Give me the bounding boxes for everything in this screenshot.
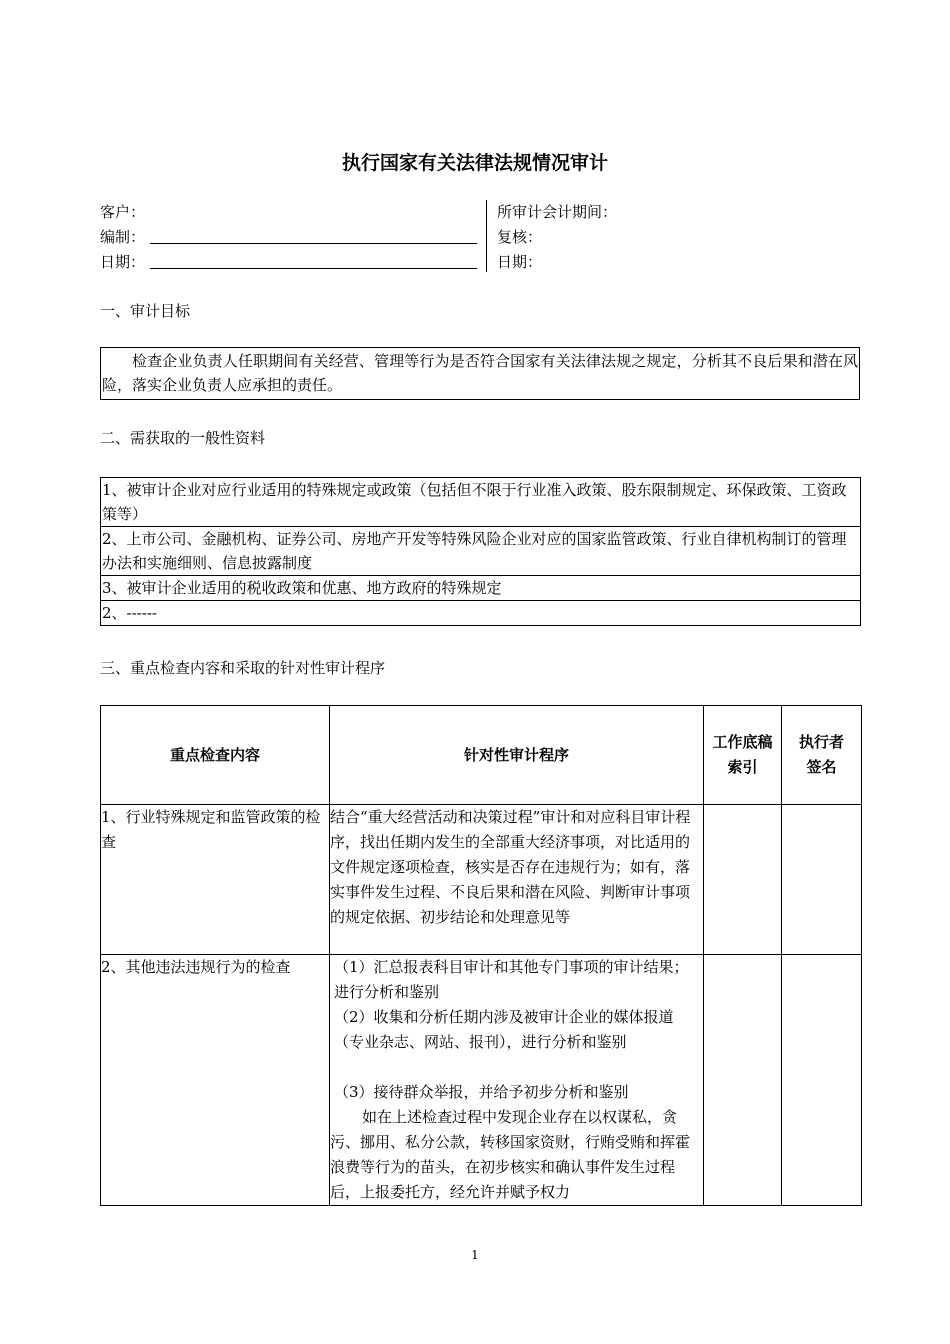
procedure-step: （1）汇总报表科目审计和其他专门事项的审计结果；进行分析和鉴别	[334, 958, 689, 1001]
workpaper-index-cell	[704, 955, 782, 1206]
section-2-heading: 二、需获取的一般性资料	[100, 429, 266, 447]
prepared-by-label: 编制：	[100, 228, 146, 246]
prepared-by-line	[150, 243, 477, 244]
document-title: 执行国家有关法律法规情况审计	[341, 152, 608, 174]
procedure-step: （3）接待群众举报，并给予初步分析和鉴别	[334, 1083, 629, 1101]
column-header: 执行者签名	[782, 706, 862, 805]
check-content-cell: 1、行业特殊规定和监管政策的检查	[101, 805, 330, 955]
header-divider	[486, 200, 487, 272]
audit-period-label: 所审计会计期间：	[497, 203, 618, 221]
table-header-row	[101, 706, 862, 805]
objective-box	[100, 347, 860, 400]
check-content-cell: 2、其他违法违规行为的检查	[101, 955, 330, 1206]
table-row	[101, 805, 862, 955]
column-header: 重点检查内容	[101, 706, 330, 805]
column-header: 针对性审计程序	[330, 706, 704, 805]
procedure-note: 如在上述检查过程中发现企业存在以权谋私，贪污、挪用、私分公款，转移国家资财，行贿受贿和挥霍浪费等行为的苗头，在初步核实和确认事件发生过程后，上报委托方，经允许并赋予权力	[330, 1108, 691, 1201]
materials-list	[100, 477, 861, 626]
table-row	[101, 955, 862, 1206]
procedure-step: （2）收集和分析任期内涉及被审计企业的媒体报道（专业杂志、网站、报刊），进行分析和鉴别	[334, 1008, 674, 1051]
date-label-right: 日期：	[497, 253, 543, 271]
materials-item: 3、被审计企业适用的税收政策和优惠、地方政府的特殊规定	[101, 576, 860, 601]
client-label: 客户：	[100, 203, 146, 221]
objective-text: 检查企业负责人任职期间有关经营、管理等行为是否符合国家有关法律法规之规定，分析其不良后果和潜在风险，落实企业负责人应承担的责任。	[102, 352, 858, 394]
procedures-table	[100, 705, 862, 1206]
column-header: 工作底稿索引	[704, 706, 782, 805]
date-label-left: 日期：	[100, 253, 146, 271]
procedure-cell: 结合“重大经营活动和决策过程”审计和对应科目审计程序，找出任期内发生的全部重大经济事项，对比适用的文件规定逐项检查，核实是否存在违规行为；如有，落实事件发生过程、不良后果和潜在风险、判断审计事项的规定依据、初步结论和处理意见等	[330, 805, 704, 955]
date-line-left	[150, 268, 477, 269]
materials-item: 2、上市公司、金融机构、证券公司、房地产开发等特殊风险企业对应的国家监管政策、行业自律机构制订的管理办法和实施细则、信息披露制度	[101, 527, 860, 576]
section-1-heading: 一、审计目标	[100, 302, 191, 320]
materials-item: 1、被审计企业对应行业适用的特殊规定或政策（包括但不限于行业准入政策、股东限制规定、环保政策、工资政策等）	[101, 478, 860, 527]
page-number: 1	[471, 1248, 479, 1262]
signature-cell	[782, 955, 862, 1206]
workpaper-index-cell	[704, 805, 782, 955]
signature-cell	[782, 805, 862, 955]
section-3-heading: 三、重点检查内容和采取的针对性审计程序	[100, 659, 386, 677]
procedure-cell	[330, 955, 704, 1206]
reviewed-by-label: 复核：	[497, 228, 543, 246]
materials-item: 2、------	[102, 604, 157, 622]
